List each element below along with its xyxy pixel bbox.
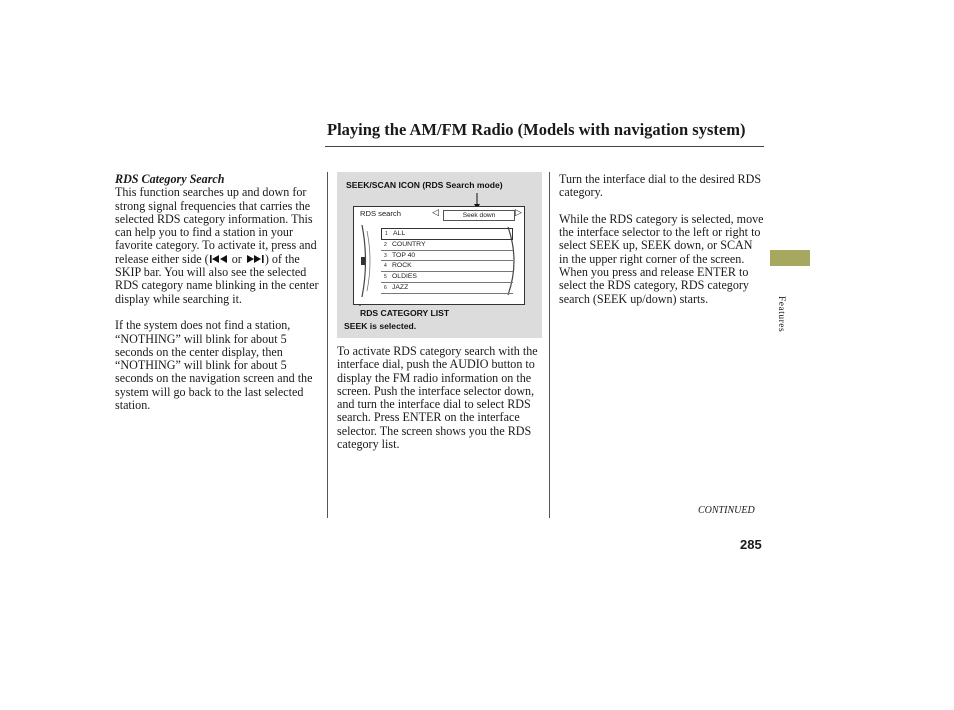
rds-category-list [381,228,513,294]
category-row[interactable]: 3 TOP 40 [381,251,513,262]
seek-down-button[interactable]: Seek down [443,210,515,221]
navigation-screen [353,206,525,305]
title-rule [325,146,764,147]
intro-text-or: or [231,251,242,266]
paragraph-activate: To activate RDS category search with the interface dial, push the AUDIO button to display the FM radio information on the screen. Push the interface selector down, and turn the interface dial to select RDS search. Press ENTER on the interface selector. The screen shows you the RDS category list. [337,344,538,452]
column-left [115,173,325,426]
seek-left-arrow-icon[interactable]: ◁ [432,208,439,218]
interface-dial-icon [357,223,377,299]
continued-note: CONTINUED [698,505,755,516]
category-row[interactable]: 6 JAZZ [381,283,513,294]
paragraph-intro [115,186,325,306]
seek-right-arrow-icon[interactable]: ▷ [515,208,522,218]
column-right [559,173,764,319]
paragraph-nothing: If the system does not find a station, “NOTHING” will blink for about 5 seconds on the center display, then “NOTHING” will blink for about 5 seconds on the navigation screen and the system will go back to the last selected station. [115,318,313,413]
category-row[interactable]: 4 ROCK [381,261,513,272]
category-row[interactable]: 5 OLDIES [381,272,513,283]
column-divider-right [549,172,550,518]
seek-scan-icon-label: SEEK/SCAN ICON (RDS Search mode) [346,180,503,190]
column-divider-left [327,172,328,518]
page-title: Playing the AM/FM Radio (Models with navigation system) [327,120,746,139]
paragraph-select-seek: While the RDS category is selected, move the interface selector to the left or right to select SEEK up, SEEK down, or SCAN in the upper right corner of the screen. When you press and release ENTER to select the RDS category, RDS category search (SEEK up/down) starts. [559,211,764,306]
paragraph-turn-dial: Turn the interface dial to the desired RDS category. [559,172,762,200]
section-subheading: RDS Category Search [115,172,225,186]
category-row[interactable]: 2 COUNTRY [381,240,513,251]
page-number: 285 [740,537,762,552]
skip-back-icon [209,254,229,264]
intro-text-1: This function searches up and down for strong signal frequencies that carries the selected RDS category information. This can help you to find a station in your favorite category. To activate it, press and release either side ( [115,185,317,266]
section-tab-label: Features [776,296,786,333]
intro-text-2: ) of the SKIP bar. You will also see the selected RDS category name blinking in the center display while searching it. [115,251,319,306]
seek-selected-label: SEEK is selected. [344,321,417,331]
section-tab [770,250,810,266]
category-list-label: RDS CATEGORY LIST [360,308,450,318]
screen-title: RDS search [360,209,401,218]
category-row[interactable]: 1 ALL [381,228,513,240]
column-center [337,345,542,465]
skip-forward-icon [245,254,265,264]
rds-screen-figure [337,172,542,338]
